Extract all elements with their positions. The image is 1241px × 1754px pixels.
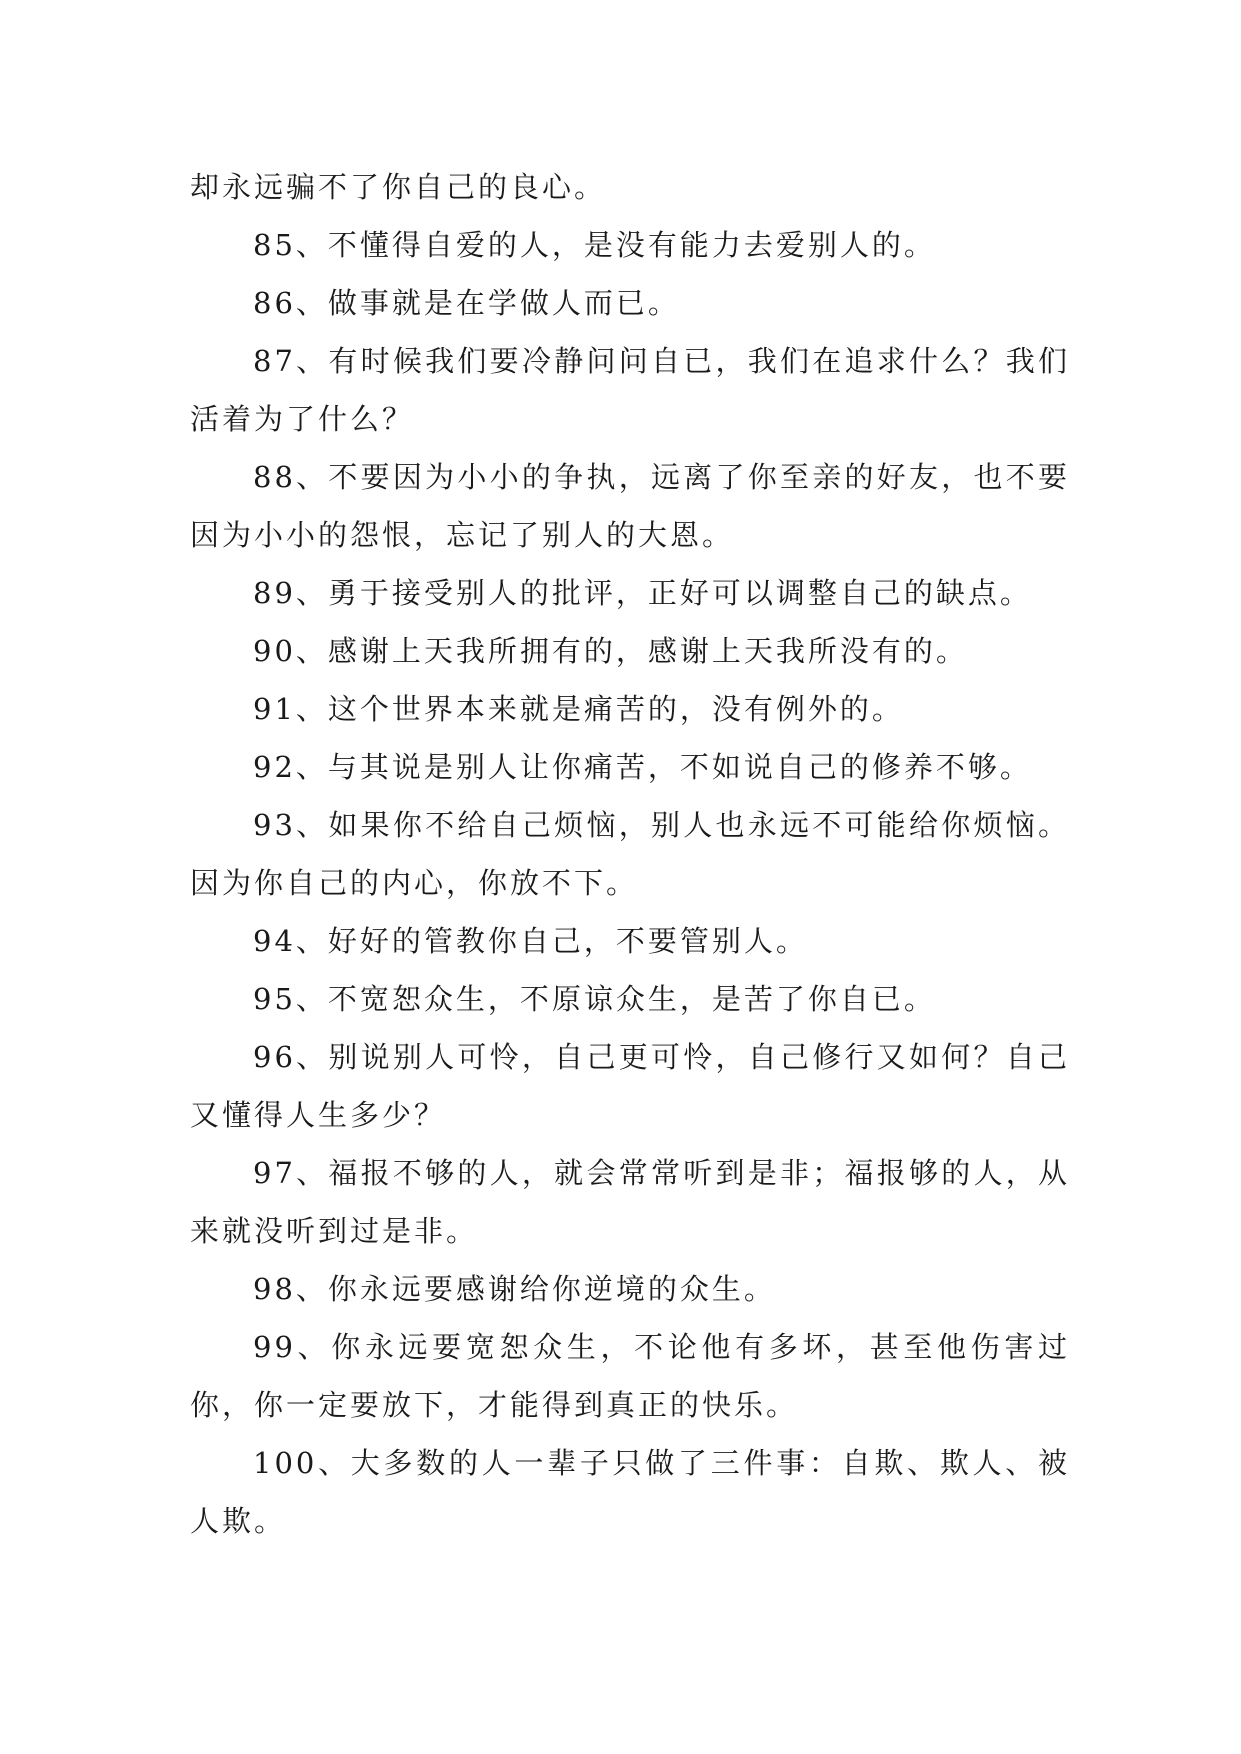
paragraph-93: 93、如果你不给自己烦恼，别人也永远不可能给你烦恼。因为你自己的内心，你放不下。 xyxy=(190,808,1070,900)
paragraph-86: 86、做事就是在学做人而已。 xyxy=(253,286,680,320)
paragraph-87: 87、有时候我们要冷静问问自已，我们在追求什么？我们活着为了什么？ xyxy=(190,344,1070,436)
paragraph-97: 97、福报不够的人，就会常常听到是非；福报够的人，从来就没听到过是非。 xyxy=(190,1156,1070,1248)
paragraph-91: 91、这个世界本来就是痛苦的，没有例外的。 xyxy=(253,692,904,726)
paragraph-98: 98、你永远要感谢给你逆境的众生。 xyxy=(253,1272,776,1306)
paragraph-92: 92、与其说是别人让你痛苦，不如说自己的修养不够。 xyxy=(253,750,1032,784)
paragraph-95: 95、不宽恕众生，不原谅众生，是苦了你自已。 xyxy=(253,982,936,1016)
paragraph-85: 85、不懂得自爱的人，是没有能力去爱别人的。 xyxy=(253,228,936,262)
paragraph-94: 94、好好的管教你自己，不要管别人。 xyxy=(253,924,808,958)
paragraph-88: 88、不要因为小小的争执，远离了你至亲的好友，也不要因为小小的怨恨，忘记了别人的大恩。 xyxy=(190,460,1070,552)
document-body xyxy=(190,158,1070,1550)
paragraph-90: 90、感谢上天我所拥有的，感谢上天我所没有的。 xyxy=(253,634,968,668)
paragraph-89: 89、勇于接受别人的批评，正好可以调整自己的缺点。 xyxy=(253,576,1032,610)
paragraph-99: 99、你永远要宽恕众生，不论他有多坏，甚至他伤害过你，你一定要放下，才能得到真正的快乐。 xyxy=(190,1330,1070,1422)
paragraph-100: 100、大多数的人一辈子只做了三件事：自欺、欺人、被人欺。 xyxy=(190,1446,1070,1538)
paragraph-continuation: 却永远骗不了你自己的良心。 xyxy=(190,170,607,204)
paragraph-96: 96、别说别人可怜，自己更可怜，自己修行又如何？自己又懂得人生多少？ xyxy=(190,1040,1070,1132)
